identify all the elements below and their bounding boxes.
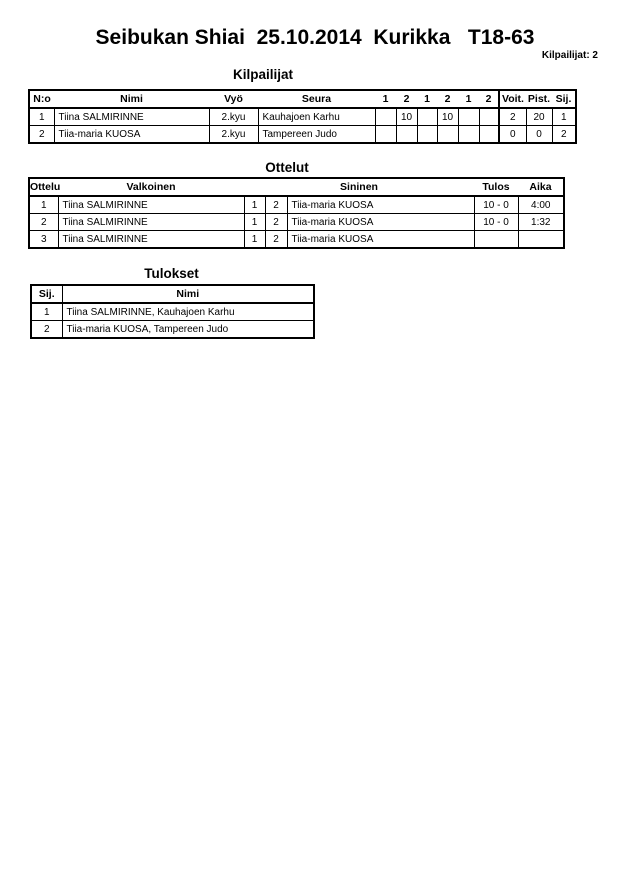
cell-blue-number: 2 bbox=[265, 196, 287, 214]
kilpailijat-table bbox=[28, 89, 577, 144]
table-row bbox=[29, 108, 576, 126]
competitors-count: Kilpailijat: 2 bbox=[541, 50, 598, 61]
column-header-vyo: Vyö bbox=[209, 90, 258, 108]
table-row bbox=[29, 196, 564, 214]
cell-white-number: 1 bbox=[244, 231, 265, 249]
cell-vyo: 2.kyu bbox=[209, 108, 258, 126]
cell-white-name: Tiina SALMIRINNE bbox=[58, 231, 244, 249]
cell-no: 2 bbox=[29, 126, 54, 144]
cell-place: 1 bbox=[31, 303, 62, 321]
section-heading-tulokset: Tulokset bbox=[144, 266, 199, 281]
cell-voit: 0 bbox=[499, 126, 526, 144]
column-header-round-6: 2 bbox=[479, 90, 499, 108]
cell-time: 4:00 bbox=[518, 196, 564, 214]
cell-sij: 1 bbox=[552, 108, 576, 126]
cell-score-1 bbox=[375, 126, 396, 144]
cell-white-name: Tiina SALMIRINNE bbox=[58, 214, 244, 231]
column-header-round-5: 1 bbox=[458, 90, 479, 108]
column-header-sij: Sij. bbox=[552, 90, 576, 108]
column-header-round-4: 2 bbox=[437, 90, 458, 108]
tulokset-header-row bbox=[31, 285, 314, 303]
kilpailijat-header-row bbox=[29, 90, 576, 108]
cell-blue-name: Tiia-maria KUOSA bbox=[287, 214, 474, 231]
column-header-sij: Sij. bbox=[31, 285, 62, 303]
table-row bbox=[29, 126, 576, 144]
cell-score-6 bbox=[479, 108, 499, 126]
cell-result: 10 - 0 bbox=[474, 196, 518, 214]
table-row bbox=[31, 303, 314, 321]
cell-vyo: 2.kyu bbox=[209, 126, 258, 144]
cell-seura: Kauhajoen Karhu bbox=[258, 108, 375, 126]
cell-result bbox=[474, 231, 518, 249]
column-header-round-1: 1 bbox=[375, 90, 396, 108]
column-header-ottelu: Ottelu bbox=[29, 178, 58, 196]
column-header-voit: Voit. bbox=[499, 90, 526, 108]
cell-match-no: 2 bbox=[29, 214, 58, 231]
section-heading-kilpailijat: Kilpailijat bbox=[232, 67, 293, 82]
cell-score-2 bbox=[396, 126, 417, 144]
table-row bbox=[29, 214, 564, 231]
column-header-nimi: Nimi bbox=[62, 285, 314, 303]
cell-score-3 bbox=[417, 126, 437, 144]
cell-score-1 bbox=[375, 108, 396, 126]
cell-seura: Tampereen Judo bbox=[258, 126, 375, 144]
cell-score-4: 10 bbox=[437, 108, 458, 126]
cell-white-number: 1 bbox=[244, 214, 265, 231]
section-heading-ottelut: Ottelut bbox=[265, 160, 309, 175]
cell-white-name: Tiina SALMIRINNE bbox=[58, 196, 244, 214]
page-title: Seibukan Shiai 25.10.2014 Kurikka T18-63 bbox=[95, 26, 535, 49]
cell-blue-number: 2 bbox=[265, 214, 287, 231]
cell-time bbox=[518, 231, 564, 249]
column-header-pist: Pist. bbox=[526, 90, 552, 108]
cell-white-number: 1 bbox=[244, 196, 265, 214]
table-row bbox=[29, 231, 564, 249]
cell-score-2: 10 bbox=[396, 108, 417, 126]
cell-match-no: 1 bbox=[29, 196, 58, 214]
column-header-valkoinen: Valkoinen bbox=[58, 178, 244, 196]
cell-name-club: Tiia-maria KUOSA, Tampereen Judo bbox=[62, 321, 314, 339]
table-row bbox=[31, 321, 314, 339]
cell-score-3 bbox=[417, 108, 437, 126]
cell-time: 1:32 bbox=[518, 214, 564, 231]
column-header-sininen: Sininen bbox=[244, 178, 474, 196]
column-header-round-2: 2 bbox=[396, 90, 417, 108]
cell-name-club: Tiina SALMIRINNE, Kauhajoen Karhu bbox=[62, 303, 314, 321]
cell-blue-number: 2 bbox=[265, 231, 287, 249]
ottelut-table bbox=[28, 177, 565, 249]
ottelut-header-row bbox=[29, 178, 564, 196]
cell-pist: 0 bbox=[526, 126, 552, 144]
cell-blue-name: Tiia-maria KUOSA bbox=[287, 196, 474, 214]
column-header-aika: Aika bbox=[518, 178, 564, 196]
cell-place: 2 bbox=[31, 321, 62, 339]
column-header-nimi: Nimi bbox=[54, 90, 209, 108]
column-header-tulos: Tulos bbox=[474, 178, 518, 196]
tulokset-table bbox=[30, 284, 315, 339]
cell-match-no: 3 bbox=[29, 231, 58, 249]
cell-score-6 bbox=[479, 126, 499, 144]
cell-voit: 2 bbox=[499, 108, 526, 126]
cell-sij: 2 bbox=[552, 126, 576, 144]
cell-no: 1 bbox=[29, 108, 54, 126]
column-header-round-3: 1 bbox=[417, 90, 437, 108]
cell-nimi: Tiia-maria KUOSA bbox=[54, 126, 209, 144]
cell-score-5 bbox=[458, 108, 479, 126]
cell-result: 10 - 0 bbox=[474, 214, 518, 231]
cell-blue-name: Tiia-maria KUOSA bbox=[287, 231, 474, 249]
cell-score-4 bbox=[437, 126, 458, 144]
cell-pist: 20 bbox=[526, 108, 552, 126]
cell-score-5 bbox=[458, 126, 479, 144]
cell-nimi: Tiina SALMIRINNE bbox=[54, 108, 209, 126]
column-header-seura: Seura bbox=[258, 90, 375, 108]
column-header-no: N:o bbox=[29, 90, 54, 108]
